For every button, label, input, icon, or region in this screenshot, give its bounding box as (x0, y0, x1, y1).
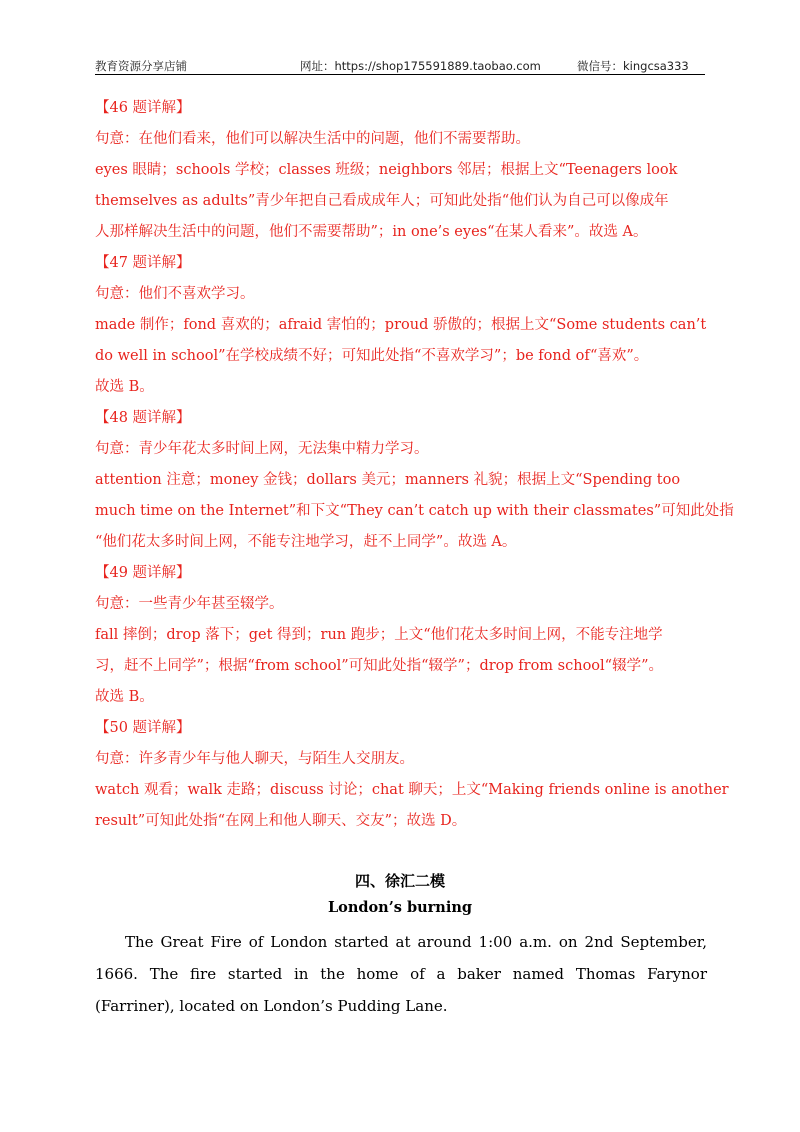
q46-meaning: 句意：在他们看来，他们可以解决生活中的问题，他们不需要帮助。 (95, 131, 530, 147)
q48-analysis-line: “他们花太多时间上网，不能专注地学习，赶不上同学”。故选 A。 (95, 534, 517, 550)
q50-analysis-line: watch 观看；walk 走路；discuss 讨论；chat 聊天；上文“Making friends online is another (95, 782, 729, 798)
header-shop-name: 教育资源分享店铺 (95, 59, 187, 73)
q49-analysis-line: fall 摔倒；drop 落下；get 得到；run 跑步；上文“他们花太多时间上网，不能专注地学 (95, 627, 663, 643)
q49-analysis-line: 故选 B。 (95, 689, 154, 705)
header-rule (95, 74, 705, 75)
q50-analysis-line: result”可知此处指“在网上和他人聊天、交友”；故选 D。 (95, 813, 467, 829)
q48-heading: 【48 题详解】 (95, 410, 191, 426)
q50-meaning: 句意：许多青少年与他人聊天，与陌生人交朋友。 (95, 751, 414, 767)
q47-analysis-line: do well in school”在学校成绩不好；可知此处指“不喜欢学习”；be fond of“喜欢”。 (95, 348, 649, 364)
q47-meaning: 句意：他们不喜欢学习。 (95, 286, 255, 302)
q47-heading: 【47 题详解】 (95, 255, 191, 271)
reading-passage (95, 926, 707, 1022)
q46-heading: 【46 题详解】 (95, 100, 191, 116)
passage-paragraph: The Great Fire of London started at around 1:00 a.m. on 2nd September, 1666. The fire started in the home of a baker named Thomas Farynor (Farriner), located on London’s Pudding Lane. (95, 933, 707, 1015)
q46-analysis-line: themselves as adults”青少年把自己看成成年人；可知此处指“他们认为自己可以像成年 (95, 193, 669, 209)
q46-analysis-line: eyes 眼睛；schools 学校；classes 班级；neighbors 邻居；根据上文“Teenagers look (95, 162, 678, 178)
q46-analysis-line: 人那样解决生活中的问题，他们不需要帮助”；in one’s eyes“在某人看来”。故选 A。 (95, 224, 648, 240)
section-heading-block (95, 868, 705, 922)
q47-analysis-line: 故选 B。 (95, 379, 154, 395)
q49-analysis-line: 习，赶不上同学”；根据“from school”可知此处指“辍学”；drop from school“辍学”。 (95, 658, 663, 674)
q49-meaning: 句意：一些青少年甚至辍学。 (95, 596, 284, 612)
passage-title: London’s burning (327, 899, 473, 916)
q48-analysis-line: attention 注意；money 金钱；dollars 美元；manners 礼貌；根据上文“Spending too (95, 472, 681, 488)
page-header (95, 56, 705, 76)
section-title: 四、徐汇二模 (354, 872, 445, 890)
q47-analysis-line: made 制作；fond 喜欢的；afraid 害怕的；proud 骄傲的；根据上文“Some students can’t (95, 317, 707, 333)
header-url: 网址：https://shop175591889.taobao.com (300, 59, 541, 73)
answer-explanations (95, 93, 734, 837)
q50-heading: 【50 题详解】 (95, 720, 191, 736)
q48-meaning: 句意：青少年花太多时间上网，无法集中精力学习。 (95, 441, 429, 457)
header-wechat: 微信号：kingcsa333 (577, 59, 689, 73)
q48-analysis-line: much time on the Internet”和下文“They can’t catch up with their classmates”可知此处指 (95, 503, 734, 519)
q49-heading: 【49 题详解】 (95, 565, 191, 581)
